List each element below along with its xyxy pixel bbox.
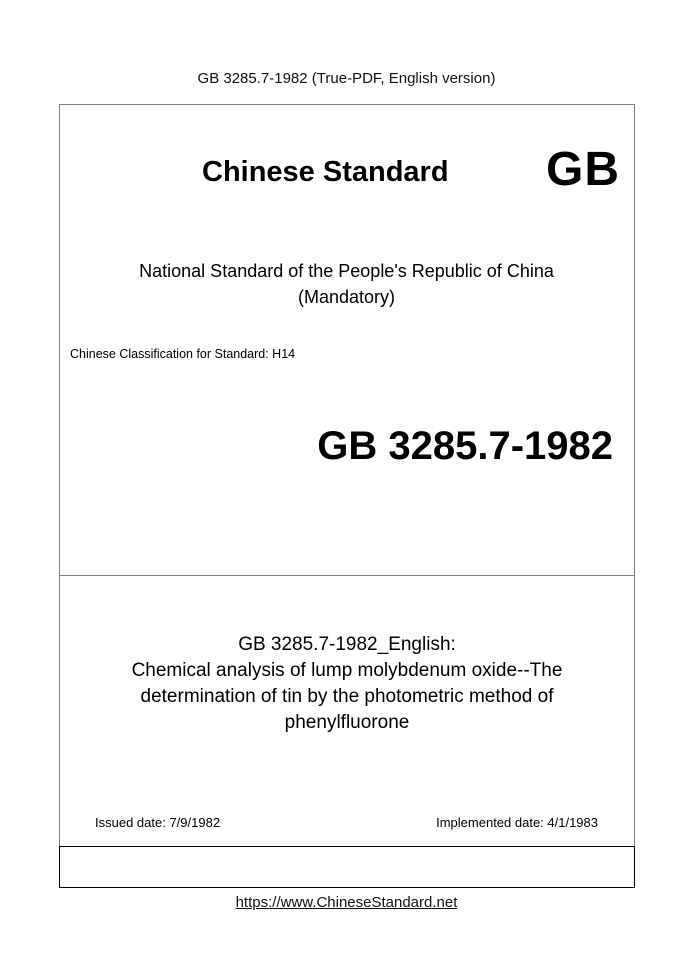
website-link[interactable]: https://www.ChineseStandard.net [235,894,458,911]
national-standard-text [0,258,693,310]
implemented-date: Implemented date: 4/1/1983 [436,815,598,830]
document-title [60,632,634,736]
cover-bottom-box [59,846,635,888]
classification-text: Chinese Classification for Standard: H14 [70,347,296,361]
document-title-line: Chemical analysis of lump molybdenum oxide--The [131,660,563,681]
document-title-line: determination of tin by the photometric method of [140,686,554,707]
document-title-line: GB 3285.7-1982_English: [238,634,456,655]
footer [0,894,693,911]
chinese-standard-heading: Chinese Standard [202,156,449,188]
issued-date: Issued date: 7/9/1982 [95,815,221,830]
mandatory-line: (Mandatory) [297,287,396,307]
standard-number: GB 3285.7-1982 [317,424,613,468]
gb-mark: GB [546,143,620,196]
page-header-title: GB 3285.7-1982 (True-PDF, English version) [197,70,496,87]
document-title-line: phenylfluorone [284,712,410,733]
national-standard-line: National Standard of the People's Republic of China [139,261,554,281]
